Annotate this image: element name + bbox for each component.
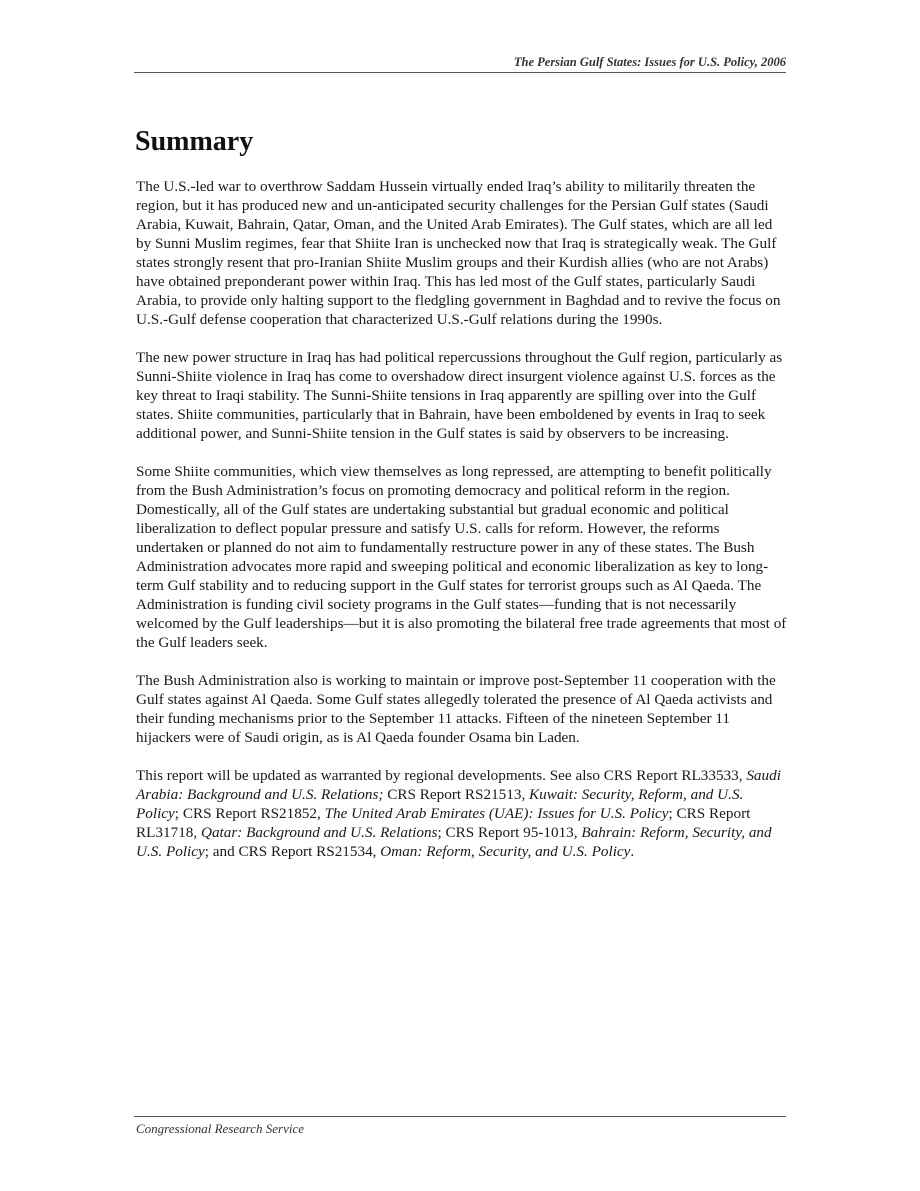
paragraph-2: The new power structure in Iraq has had political repercussions throughout the Gulf region, particularly as Sunni-Shiite violence in Iraq has come to overshadow direct insurgent violence against U.S. forces as the key threat to Iraqi stability. The Sunni-Shiite tensions in Iraq apparently are spilling over into the Gulf states. Shiite communities, particularly that in Bahrain, have been emboldened by events in Iraq to seek additional power, and Sunni-Shiite tension in the Gulf states is said by observers to be increasing. bbox=[136, 349, 783, 442]
related-reports-text: . bbox=[630, 843, 635, 860]
header-divider bbox=[134, 72, 786, 73]
related-reports-text: This report will be updated as warranted by regional developments. See also CRS Report RL33533, bbox=[136, 767, 747, 784]
report-title-bahrain: Bahrain: Reform, Security, and U.S. Policy bbox=[136, 824, 772, 860]
paragraph-5-related-reports bbox=[136, 766, 788, 861]
paragraph-1: The U.S.-led war to overthrow Saddam Hussein virtually ended Iraq’s ability to militarily threaten the region, but it has produced new and un-anticipated security challenges for the Persian Gulf states (Saudi Arabia, Kuwait, Bahrain, Qatar, Oman, and the United Arab Emirates). The Gulf states, which are all led by Sunni Muslim regimes, fear that Shiite Iran is unchecked now that Iraq is strategically weak. The Gulf states strongly resent that pro-Iranian Shiite Muslim groups and their Kurdish allies (who are not Arabs) have obtained preponderant power within Iraq. This has led most of the Gulf states, particularly Saudi Arabia, to provide only halting support to the fledgling government in Baghdad and to revive the focus on U.S.-Gulf defense cooperation that characterized U.S.-Gulf relations during the 1990s. bbox=[136, 178, 781, 328]
report-title-kuwait: Kuwait: Security, Reform, and U.S. Policy bbox=[136, 786, 744, 822]
page-title: Summary bbox=[135, 126, 254, 157]
summary-body bbox=[136, 177, 788, 880]
related-reports-text: CRS Report RS21513, bbox=[383, 786, 530, 803]
related-reports-text: ; CRS Report 95-1013, bbox=[437, 824, 582, 841]
footer-divider bbox=[134, 1116, 786, 1117]
related-reports-text: ; CRS Report RS21852, bbox=[174, 805, 325, 822]
report-title-saudi-arabia: Saudi Arabia: Background and U.S. Relations; bbox=[136, 767, 781, 803]
report-title-uae: The United Arab Emirates (UAE): Issues for U.S. Policy bbox=[324, 805, 669, 822]
report-title-qatar: Qatar: Background and U.S. Relations bbox=[200, 824, 438, 841]
report-title-oman: Oman: Reform, Security, and U.S. Policy bbox=[380, 843, 631, 860]
running-header: The Persian Gulf States: Issues for U.S. Policy, 2006 bbox=[513, 55, 786, 69]
related-reports-text: ; and CRS Report RS21534, bbox=[204, 843, 381, 860]
related-reports-text: ; CRS Report RL31718, bbox=[136, 805, 751, 841]
paragraph-3: Some Shiite communities, which view themselves as long repressed, are attempting to benefit politically from the Bush Administration’s focus on promoting democracy and political reform in the region. Domestically, all of the Gulf states are undertaking substantial but gradual economic and political liberalization to deflect popular pressure and satisfy U.S. calls for reform. However, the reforms undertaken or planned do not aim to fundamentally restructure power in any of these states. The Bush Administration advocates more rapid and sweeping political and economic liberalization as key to long-term Gulf stability and to reducing support in the Gulf states for terrorist groups such as Al Qaeda. The Administration is funding civil society programs in the Gulf states—funding that is not necessarily welcomed by the Gulf leaderships—but it is also promoting the bilateral free trade agreements that most of the Gulf leaders seek. bbox=[136, 463, 787, 651]
paragraph-4: The Bush Administration also is working to maintain or improve post-September 11 cooperation with the Gulf states against Al Qaeda. Some Gulf states allegedly tolerated the presence of Al Qaeda activists and their funding mechanisms prior to the September 11 attacks. Fifteen of the nineteen September 11 hijackers were of Saudi origin, as is Al Qaeda founder Osama bin Laden. bbox=[136, 672, 776, 746]
footer-organization: Congressional Research Service bbox=[136, 1121, 304, 1136]
